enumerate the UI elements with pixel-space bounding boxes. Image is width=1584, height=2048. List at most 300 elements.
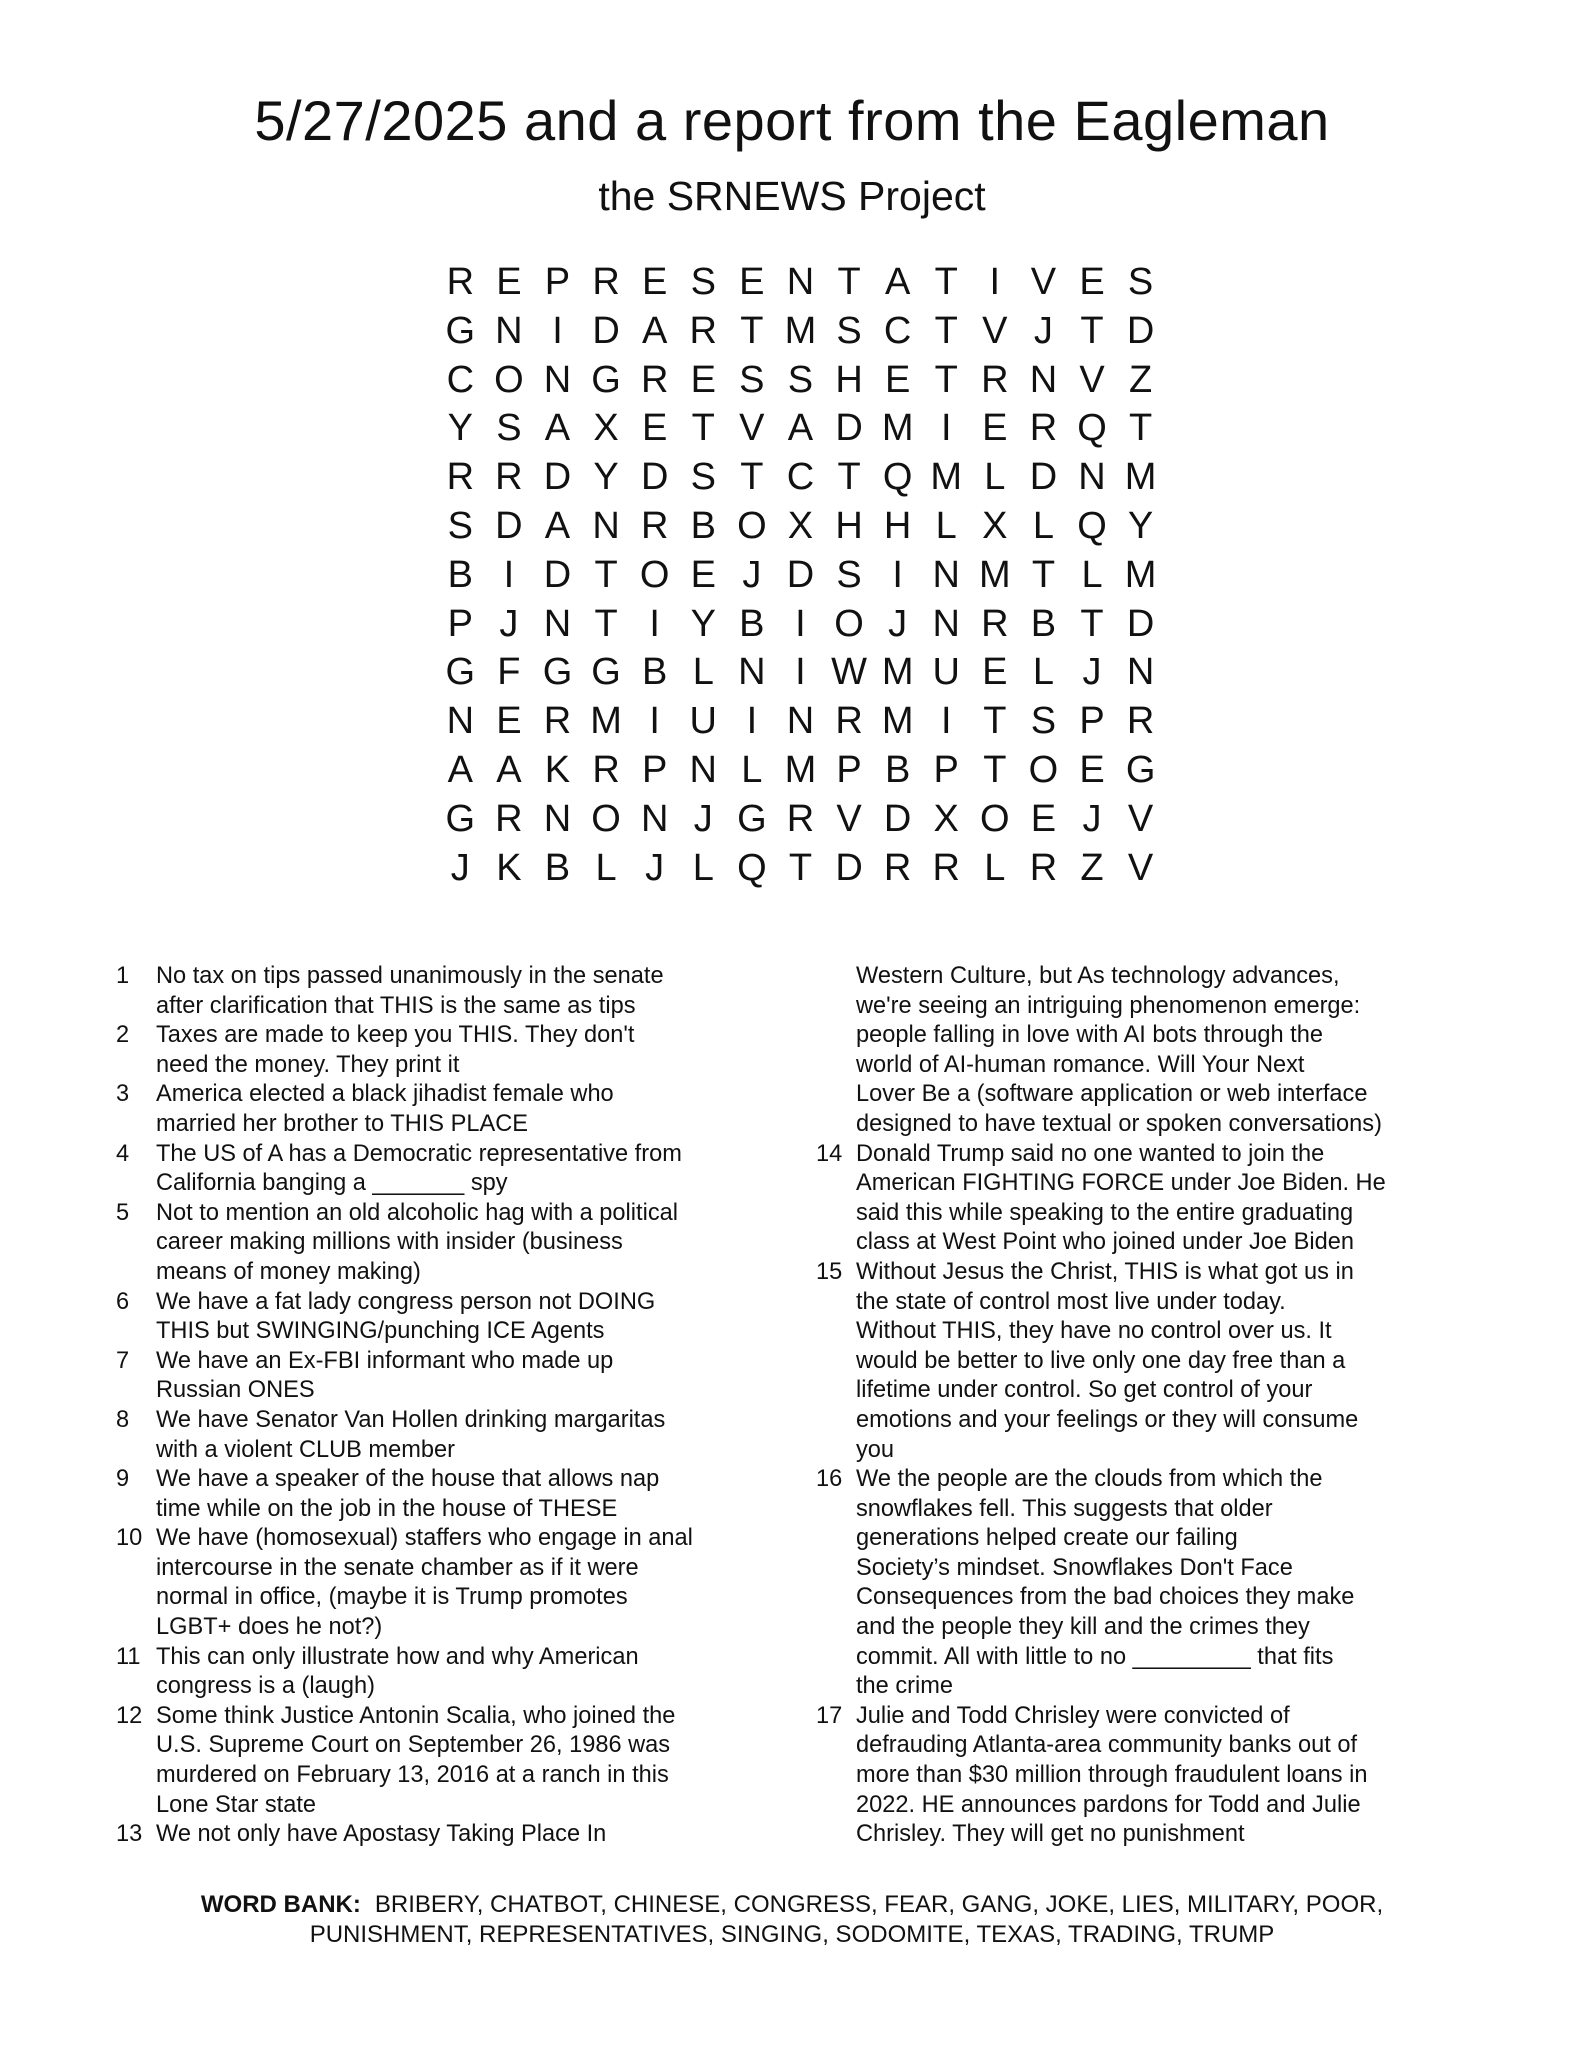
grid-letter[interactable]: C (446, 358, 475, 401)
grid-letter[interactable]: M (881, 407, 914, 450)
grid-letter[interactable]: E (1030, 797, 1057, 840)
grid-letter[interactable]: Q (737, 846, 767, 889)
grid-letter[interactable]: H (835, 358, 863, 401)
grid-letter[interactable]: L (935, 504, 957, 547)
grid-letter[interactable]: J (645, 846, 665, 889)
grid-letter[interactable]: P (1079, 700, 1105, 743)
grid-letter[interactable]: T (1129, 407, 1153, 450)
grid-letter[interactable]: X (982, 504, 1008, 547)
grid-letter[interactable]: L (1032, 651, 1054, 694)
clue-number (112, 1495, 156, 1525)
grid-letter[interactable]: I (552, 309, 563, 352)
grid-letter[interactable]: T (983, 748, 1007, 791)
grid-letter[interactable]: J (1033, 309, 1053, 352)
grid-letter[interactable]: Y (1127, 504, 1154, 547)
grid-letter[interactable]: N (932, 553, 960, 596)
grid-letter[interactable]: D (543, 456, 572, 499)
grid-letter[interactable]: D (835, 407, 863, 450)
grid-letter[interactable]: O (737, 504, 767, 547)
grid-letter[interactable]: H (835, 504, 863, 547)
grid-letter[interactable]: C (883, 309, 912, 352)
grid-letter[interactable]: M (930, 456, 963, 499)
clue-line (112, 1288, 752, 1318)
clue-text: emotions and your feelings or they will consume (856, 1406, 1359, 1433)
grid-letter[interactable]: X (787, 504, 814, 547)
clue-text: with a violent CLUB member (156, 1436, 455, 1463)
grid-letter[interactable]: V (836, 797, 862, 840)
grid-letter[interactable]: R (640, 504, 669, 547)
clue-number: 6 (116, 1288, 130, 1315)
grid-letter[interactable]: T (691, 407, 715, 450)
clue-line: Western Culture, but As technology advances, (856, 963, 1340, 989)
clue-number (112, 1258, 156, 1288)
word-bank-line-1 (112, 1890, 1472, 1920)
grid-letter[interactable]: L (692, 846, 714, 889)
grid-letter[interactable]: S (836, 553, 862, 596)
grid-letter[interactable]: I (940, 407, 952, 450)
grid-letter[interactable]: G (591, 651, 621, 694)
clue-number (812, 1583, 856, 1613)
grid-letter[interactable]: J (1082, 797, 1102, 840)
grid-letter[interactable]: Z (1080, 846, 1104, 889)
grid-letter[interactable]: M (590, 700, 622, 743)
grid-letter[interactable]: E (982, 407, 1008, 450)
grid-letter[interactable]: N (543, 797, 572, 840)
grid-letter[interactable]: U (932, 651, 960, 694)
clue-text: snowflakes fell. This suggests that older (856, 1495, 1273, 1522)
clue-line (112, 962, 752, 992)
grid-letter[interactable]: D (1029, 456, 1058, 499)
grid-letter[interactable]: A (544, 407, 571, 450)
grid-letter[interactable]: M (881, 651, 914, 694)
clue-item (112, 1021, 752, 1080)
grid-letter[interactable]: M (881, 700, 914, 743)
grid-letter[interactable]: A (544, 504, 571, 547)
grid-letter[interactable]: V (1127, 797, 1154, 840)
grid-letter[interactable]: Z (1129, 358, 1153, 401)
grid-letter[interactable]: T (788, 846, 813, 889)
grid-letter[interactable]: I (795, 602, 806, 645)
grid-letter[interactable]: O (591, 797, 621, 840)
clue-number (812, 1643, 856, 1673)
grid-letter[interactable]: I (892, 553, 903, 596)
clue-line (812, 1347, 1452, 1377)
grid-letter[interactable]: T (740, 309, 764, 352)
clue-line (112, 1051, 752, 1081)
clue-line (812, 1791, 1452, 1821)
grid-letter[interactable]: R (1126, 700, 1155, 743)
clue-text: U.S. Supreme Court on September 26, 1986 was (156, 1732, 671, 1759)
grid-letter[interactable]: R (835, 700, 863, 743)
grid-letter[interactable]: T (934, 261, 958, 303)
grid-row (436, 746, 1165, 795)
word-bank (112, 1890, 1472, 1950)
clue-text: after clarification that THIS is the same as tips (156, 992, 636, 1019)
grid-letter[interactable]: D (543, 553, 572, 596)
clue-line (112, 1140, 752, 1170)
grid-letter[interactable]: C (786, 456, 815, 499)
grid-letter[interactable]: E (496, 261, 522, 303)
grid-letter[interactable]: S (690, 261, 716, 303)
clue-text: We not only have Apostasy Taking Place In (156, 1821, 607, 1848)
clue-number: 7 (116, 1347, 130, 1374)
grid-letter[interactable]: R (495, 797, 523, 840)
grid-letter[interactable]: I (795, 651, 806, 694)
grid-letter[interactable]: D (495, 504, 523, 547)
grid-letter[interactable]: T (594, 553, 618, 596)
grid-letter[interactable]: D (592, 309, 620, 352)
grid-letter[interactable]: T (934, 358, 958, 401)
clue-number (112, 1791, 156, 1821)
grid-letter[interactable]: P (544, 261, 571, 303)
grid-letter[interactable]: N (446, 700, 475, 743)
grid-letter[interactable]: G (542, 651, 573, 694)
grid-letter[interactable]: W (831, 651, 867, 694)
grid-letter[interactable]: A (447, 748, 473, 791)
clue-number (812, 1613, 856, 1643)
clue-number: 13 (116, 1821, 143, 1848)
clue-line (112, 1347, 752, 1377)
grid-letter[interactable]: R (495, 456, 523, 499)
grid-letter[interactable]: L (1081, 553, 1103, 596)
grid-letter[interactable]: I (940, 700, 952, 743)
grid-letter[interactable]: J (888, 602, 908, 645)
grid-letter[interactable]: O (1028, 748, 1059, 791)
grid-letter[interactable]: L (984, 846, 1006, 889)
grid-letter[interactable]: G (445, 309, 476, 352)
grid-letter[interactable]: Y (593, 456, 619, 499)
clue-line (112, 1554, 752, 1584)
grid-letter[interactable]: A (787, 407, 814, 450)
puzzle-subtitle: the SRNEWS Project (598, 173, 986, 219)
grid-letter[interactable]: T (740, 456, 764, 499)
clue-text: Lone Star state (156, 1791, 317, 1818)
grid-letter[interactable]: Q (1077, 407, 1107, 450)
grid-letter[interactable]: R (981, 602, 1009, 645)
clue-number: 3 (116, 1081, 130, 1108)
grid-letter[interactable]: R (543, 700, 572, 743)
clue-line (812, 1140, 1452, 1170)
grid-letter[interactable]: T (837, 261, 861, 303)
clue-text: more than $30 million through fraudulent loans in (856, 1762, 1368, 1789)
grid-letter[interactable]: J (742, 553, 762, 596)
grid-letter[interactable]: N (1126, 651, 1155, 694)
grid-letter[interactable]: P (641, 748, 668, 791)
clue-text: the state of control most live under today. (856, 1288, 1286, 1315)
grid-letter[interactable]: O (494, 358, 524, 401)
grid-letter[interactable]: T (1080, 602, 1104, 645)
grid-letter[interactable]: P (933, 748, 959, 791)
grid-letter[interactable]: I (649, 602, 660, 645)
grid-letter[interactable]: Q (882, 456, 913, 499)
grid-letter[interactable]: D (786, 553, 815, 596)
grid-letter[interactable]: S (1127, 261, 1154, 303)
clue-number: 15 (816, 1258, 843, 1285)
clue-line (112, 1258, 752, 1288)
clue-item (112, 1465, 752, 1524)
grid-letter[interactable]: I (649, 700, 660, 743)
clue-line (112, 1672, 752, 1702)
grid-letter[interactable]: G (445, 797, 476, 840)
grid-letter[interactable]: N (1029, 358, 1058, 401)
grid-letter[interactable]: B (641, 651, 668, 694)
grid-letter[interactable]: U (689, 700, 717, 743)
grid-letter[interactable]: N (495, 309, 523, 352)
grid-letter[interactable]: N (689, 748, 717, 791)
clue-number (812, 1288, 856, 1318)
grid-letter[interactable]: R (1029, 846, 1058, 889)
grid-row (436, 600, 1165, 649)
clue-item (112, 1080, 752, 1139)
grid-letter[interactable]: N (786, 261, 815, 303)
grid-letter[interactable]: D (835, 846, 863, 889)
grid-letter[interactable]: N (543, 602, 572, 645)
grid-letter[interactable]: H (883, 504, 912, 547)
clue-text: Julie and Todd Chrisley were convicted of (856, 1702, 1290, 1729)
clue-number: 11 (116, 1643, 141, 1670)
grid-letter[interactable]: D (883, 797, 912, 840)
grid-letter[interactable]: B (739, 602, 765, 645)
word-bank-words-1: BRIBERY, CHATBOT, CHINESE, CONGRESS, FEAR, GANG, JOKE, LIES, MILITARY, POOR, (374, 1891, 1384, 1918)
clue-number (812, 1228, 856, 1258)
clue-line (812, 1613, 1452, 1643)
grid-letter[interactable]: F (497, 651, 521, 694)
grid-letter[interactable]: L (1032, 504, 1054, 547)
clue-text: We have (homosexual) staffers who engage in anal (156, 1525, 693, 1552)
grid-letter[interactable]: T (934, 309, 958, 352)
clue-line (112, 1761, 752, 1791)
grid-letter[interactable]: M (1124, 456, 1157, 499)
clue-line (812, 1228, 1452, 1258)
grid-letter[interactable]: N (592, 504, 620, 547)
grid-letter[interactable]: M (1124, 553, 1157, 596)
grid-letter[interactable]: D (1126, 602, 1155, 645)
clue-number (112, 1672, 156, 1702)
grid-letter[interactable]: M (979, 553, 1011, 596)
grid-letter[interactable]: E (982, 651, 1008, 694)
clue-line (812, 1554, 1452, 1584)
grid-letter[interactable]: J (1082, 651, 1102, 694)
grid-letter[interactable]: R (446, 261, 475, 303)
grid-letter[interactable]: I (989, 261, 1001, 303)
grid-letter[interactable]: L (595, 846, 617, 889)
grid-letter[interactable]: V (1030, 261, 1057, 303)
grid-letter[interactable]: O (639, 553, 670, 596)
clue-line (112, 1376, 752, 1406)
clue-number (812, 1406, 856, 1436)
grid-letter[interactable]: K (544, 748, 571, 791)
clue-line (112, 1524, 752, 1554)
grid-letter[interactable]: D (640, 456, 669, 499)
clue-text: commit. All with little to no _________ that fits (856, 1643, 1334, 1670)
clue-text: Society’s mindset. Snowflakes Don't Face (856, 1554, 1293, 1581)
grid-letter[interactable]: V (739, 407, 765, 450)
grid-letter[interactable]: O (834, 602, 864, 645)
grid-letter[interactable]: R (592, 261, 620, 303)
grid-letter[interactable]: S (447, 504, 473, 547)
clue-number: 9 (116, 1466, 130, 1493)
clue-number (812, 1376, 856, 1406)
grid-letter[interactable]: Y (690, 602, 716, 645)
grid-letter[interactable]: E (690, 553, 716, 596)
grid-letter[interactable]: Y (447, 407, 473, 450)
grid-letter[interactable]: T (837, 456, 861, 499)
grid-letter[interactable]: N (640, 797, 669, 840)
grid-letter[interactable]: B (544, 846, 571, 889)
grid-letter[interactable]: G (1125, 748, 1156, 791)
grid-letter[interactable]: A (641, 309, 668, 352)
clue-item (812, 1702, 1452, 1850)
clue-text: California banging a _______ spy (156, 1170, 508, 1197)
grid-letter[interactable]: G (445, 651, 476, 694)
clue-number: 4 (116, 1140, 130, 1167)
grid-letter[interactable]: T (1031, 553, 1056, 596)
grid-letter[interactable]: E (641, 261, 668, 303)
clue-number: 5 (116, 1199, 130, 1226)
grid-letter[interactable]: P (836, 748, 862, 791)
clue-line (812, 1524, 1452, 1554)
grid-letter[interactable]: R (932, 846, 960, 889)
clue-item (112, 1288, 752, 1347)
grid-letter[interactable]: J (693, 797, 713, 840)
grid-row (436, 648, 1165, 697)
grid-letter[interactable]: V (1079, 358, 1105, 401)
grid-letter[interactable]: E (496, 700, 522, 743)
clue-number: 8 (116, 1406, 130, 1433)
clue-line (812, 1169, 1452, 1199)
grid-letter[interactable]: T (983, 700, 1007, 743)
grid-letter[interactable]: S (1030, 700, 1057, 743)
grid-letter[interactable]: R (689, 309, 717, 352)
clue-line (112, 1465, 752, 1495)
grid-letter[interactable]: G (737, 797, 767, 840)
grid-letter[interactable]: S (787, 358, 814, 401)
clue-text: Donald Trump said no one wanted to join the (856, 1140, 1325, 1167)
clue-text: American FIGHTING FORCE under Joe Biden. He (856, 1170, 1386, 1197)
grid-letter[interactable]: T (594, 602, 618, 645)
clue-text: the crime (856, 1673, 954, 1700)
clue-number (812, 1554, 856, 1584)
clue-number (112, 1731, 156, 1761)
grid-letter[interactable]: J (450, 846, 470, 889)
clue-line (112, 1583, 752, 1613)
grid-letter[interactable]: N (1078, 456, 1106, 499)
grid-letter[interactable]: P (447, 602, 473, 645)
grid-letter[interactable]: A (884, 261, 911, 303)
clue-text: lifetime under control. So get control of your (856, 1377, 1313, 1404)
grid-letter[interactable]: B (1030, 602, 1057, 645)
clue-line (812, 1820, 1452, 1850)
grid-letter[interactable]: M (784, 748, 817, 791)
clue-number (112, 1436, 156, 1466)
grid-letter[interactable]: V (982, 309, 1008, 352)
grid-letter[interactable]: R (446, 456, 475, 499)
clue-number (812, 1436, 856, 1466)
clue-number: 12 (116, 1702, 143, 1729)
clue-13-continuation (812, 962, 1452, 1140)
grid-letter[interactable]: A (496, 748, 522, 791)
grid-letter[interactable]: Q (1077, 504, 1107, 547)
grid-letter[interactable]: S (739, 358, 765, 401)
grid-letter[interactable]: S (836, 309, 862, 352)
grid-letter[interactable]: V (1127, 846, 1154, 889)
grid-letter[interactable]: B (447, 553, 473, 596)
grid-letter[interactable]: R (592, 748, 620, 791)
clue-number (112, 1376, 156, 1406)
grid-letter[interactable]: E (1079, 748, 1105, 791)
grid-letter[interactable]: L (741, 748, 763, 791)
grid-letter[interactable]: M (784, 309, 817, 352)
grid-letter[interactable]: N (932, 602, 960, 645)
clue-line (112, 1643, 752, 1673)
clue-text: Chrisley. They will get no punishment (856, 1821, 1245, 1848)
grid-letter[interactable]: R (883, 846, 912, 889)
grid-letter[interactable]: B (884, 748, 911, 791)
grid-letter[interactable]: X (593, 407, 619, 450)
clue-text: congress is a (laugh) (156, 1673, 376, 1700)
grid-letter[interactable]: N (738, 651, 766, 694)
puzzle-title: 5/27/2025 and a report from the Eagleman (254, 89, 1330, 152)
grid-letter[interactable]: R (981, 358, 1009, 401)
grid-letter[interactable]: I (746, 700, 758, 743)
grid-letter[interactable]: S (496, 407, 522, 450)
grid-letter[interactable]: G (591, 358, 621, 401)
clue-line (112, 1317, 752, 1347)
clue-line (812, 1731, 1452, 1761)
grid-letter[interactable]: E (739, 261, 765, 303)
grid-letter[interactable]: S (690, 456, 716, 499)
clue-text: LGBT+ does he not?) (156, 1614, 383, 1641)
grid-letter[interactable]: K (496, 846, 522, 889)
grid-letter[interactable]: D (1126, 309, 1155, 352)
clue-item (812, 1140, 1452, 1258)
grid-letter[interactable]: E (690, 358, 716, 401)
grid-letter[interactable]: E (641, 407, 668, 450)
grid-letter[interactable]: R (640, 358, 669, 401)
clue-text: Not to mention an old alcoholic hag with a political (156, 1199, 678, 1226)
clue-number (112, 1583, 156, 1613)
clue-number (112, 1051, 156, 1081)
grid-row (436, 356, 1165, 405)
clue-item (112, 1524, 752, 1642)
grid-letter[interactable]: L (692, 651, 714, 694)
grid-letter[interactable]: X (933, 797, 959, 840)
grid-letter[interactable]: N (786, 700, 815, 743)
clue-line: designed to have textual or spoken conversations) (856, 1110, 1382, 1137)
grid-letter[interactable]: T (1080, 309, 1104, 352)
clue-line (112, 1702, 752, 1732)
grid-letter[interactable]: B (690, 504, 716, 547)
clue-line (812, 1199, 1452, 1229)
grid-letter[interactable]: O (980, 797, 1010, 840)
grid-letter[interactable]: N (543, 358, 572, 401)
grid-letter[interactable]: L (984, 456, 1006, 499)
grid-row (436, 404, 1165, 453)
grid-letter[interactable]: I (503, 553, 515, 596)
grid-row (436, 307, 1165, 356)
clue-number (812, 1672, 856, 1702)
grid-letter[interactable]: E (884, 358, 911, 401)
clue-line (812, 1643, 1452, 1673)
grid-letter[interactable]: E (1079, 261, 1105, 303)
clue-text: Consequences from the bad choices they make (856, 1584, 1355, 1611)
grid-letter[interactable]: R (786, 797, 815, 840)
grid-letter[interactable]: J (499, 602, 519, 645)
clue-line (812, 1495, 1452, 1525)
grid-letter[interactable]: R (1029, 407, 1058, 450)
clue-item (112, 1702, 752, 1820)
clue-line (812, 1702, 1452, 1732)
